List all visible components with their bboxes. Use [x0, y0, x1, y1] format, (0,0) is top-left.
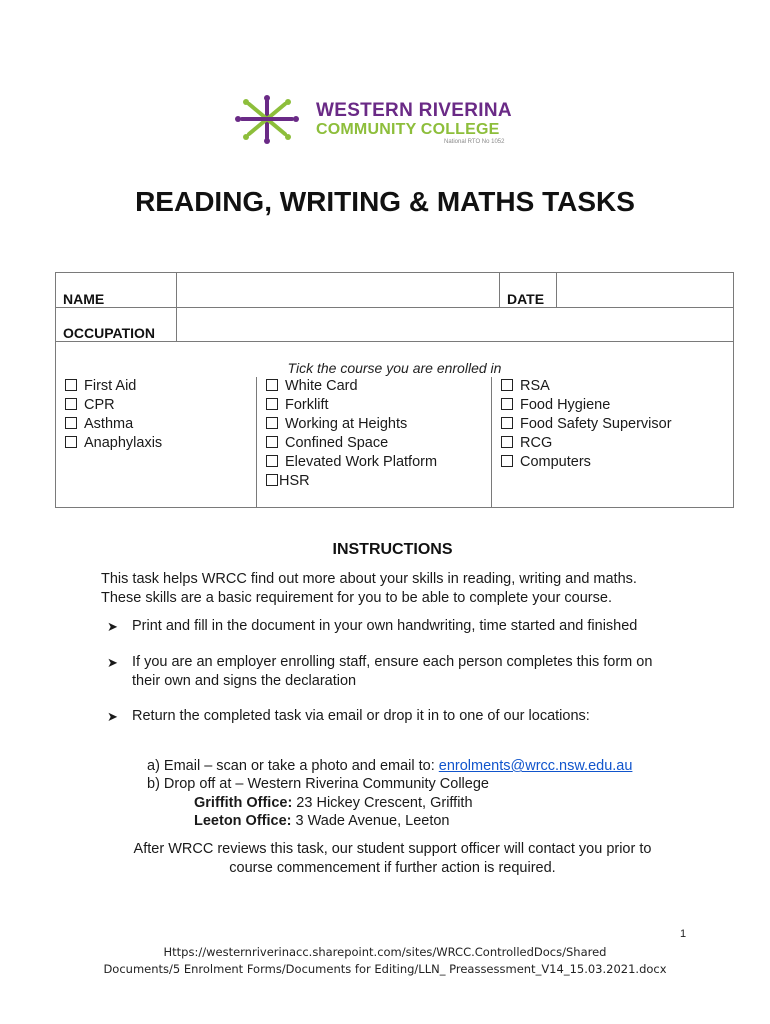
intro-paragraph — [101, 570, 637, 608]
closing-line: course commencement if further action is required. — [229, 860, 556, 876]
column-divider — [556, 273, 557, 307]
college-logo — [208, 88, 550, 150]
page-title: READING, WRITING & MATHS TASKS — [135, 186, 635, 217]
occupation-field[interactable] — [178, 308, 733, 340]
column-divider — [499, 273, 500, 307]
checkbox-icon[interactable] — [266, 474, 278, 486]
enrolment-form-table — [55, 272, 734, 508]
file-path-footer — [0, 944, 770, 978]
column-divider — [256, 377, 257, 508]
people-circle-logo-icon — [226, 94, 308, 144]
arrow-bullet-icon: ➤ — [107, 709, 118, 724]
checkbox-icon[interactable] — [65, 436, 77, 448]
course-option[interactable]: RSA — [501, 377, 672, 396]
course-option[interactable]: Confined Space — [266, 434, 437, 453]
arrow-bullet-icon: ➤ — [107, 655, 118, 670]
course-option[interactable]: CPR — [65, 396, 162, 415]
course-option[interactable]: Computers — [501, 453, 672, 472]
course-option[interactable]: First Aid — [65, 377, 162, 396]
logo-text-line2: COMMUNITY COLLEGE — [316, 121, 500, 138]
checkbox-icon[interactable] — [266, 436, 278, 448]
checkbox-icon[interactable] — [65, 417, 77, 429]
course-column-2 — [266, 377, 437, 491]
date-label: DATE — [507, 291, 545, 307]
column-divider — [176, 273, 177, 341]
course-option[interactable]: Food Safety Supervisor — [501, 415, 672, 434]
checkbox-icon[interactable] — [65, 398, 77, 410]
instructions-heading: INSTRUCTIONS — [332, 541, 453, 558]
footer-line: Documents/5 Enrolment Forms/Documents for Editing/LLN_ Preassessment_V14_15.03.2021.docx — [103, 962, 667, 976]
option-a-email: a) Email – scan or take a photo and email to: enrolments@wrcc.nsw.edu.au — [147, 758, 633, 774]
course-column-3 — [501, 377, 672, 472]
closing-line: After WRCC reviews this task, our student support officer will contact you prior to — [133, 841, 652, 857]
course-option[interactable]: Food Hygiene — [501, 396, 672, 415]
row-divider — [56, 341, 733, 342]
intro-line: These skills are a basic requirement for you to be able to complete your course. — [101, 590, 612, 606]
course-option[interactable]: Forklift — [266, 396, 437, 415]
checkbox-icon[interactable] — [501, 455, 513, 467]
griffith-office: Griffith Office: 23 Hickey Crescent, Griffith — [194, 795, 473, 811]
course-option[interactable]: Anaphylaxis — [65, 434, 162, 453]
column-divider — [491, 377, 492, 508]
instruction-bullet: ➤ Print and fill in the document in your own handwriting, time started and finished — [107, 618, 638, 634]
checkbox-icon[interactable] — [266, 455, 278, 467]
name-field[interactable] — [178, 274, 498, 306]
checkbox-icon[interactable] — [501, 417, 513, 429]
closing-paragraph — [0, 840, 770, 878]
course-option[interactable]: Asthma — [65, 415, 162, 434]
course-column-1 — [65, 377, 162, 453]
checkbox-icon[interactable] — [501, 379, 513, 391]
name-label: NAME — [63, 291, 105, 307]
instruction-bullet: ➤ If you are an employer enrolling staff, ensure each person completes this form on their own and signs the declaration — [107, 654, 653, 689]
date-field[interactable] — [558, 274, 733, 306]
checkbox-icon[interactable] — [266, 398, 278, 410]
course-option[interactable]: Elevated Work Platform — [266, 453, 437, 472]
checkbox-icon[interactable] — [266, 417, 278, 429]
option-b-dropoff: b) Drop off at – Western Riverina Community College — [147, 776, 489, 792]
arrow-bullet-icon: ➤ — [107, 619, 118, 634]
logo-text-line1: WESTERN RIVERINA — [316, 100, 512, 121]
intro-line: This task helps WRCC find out more about your skills in reading, writing and maths. — [101, 571, 637, 587]
checkbox-icon[interactable] — [65, 379, 77, 391]
checkbox-icon[interactable] — [501, 436, 513, 448]
page-number: 1 — [680, 928, 687, 940]
leeton-office: Leeton Office: 3 Wade Avenue, Leeton — [194, 813, 450, 829]
course-option[interactable]: White Card — [266, 377, 437, 396]
instruction-bullet: ➤ Return the completed task via email or drop it in to one of our locations: — [107, 708, 590, 724]
logo-text-line3: National RTO No 1052 — [444, 139, 505, 145]
checkbox-icon[interactable] — [266, 379, 278, 391]
course-option[interactable]: Working at Heights — [266, 415, 437, 434]
course-caption: Tick the course you are enrolled in — [287, 360, 502, 376]
footer-line: Https://westernriverinacc.sharepoint.com/sites/WRCC.ControlledDocs/Shared — [163, 945, 607, 959]
email-link[interactable]: enrolments@wrcc.nsw.edu.au — [438, 758, 633, 774]
course-option[interactable]: HSR — [266, 472, 437, 491]
checkbox-icon[interactable] — [501, 398, 513, 410]
course-option[interactable]: RCG — [501, 434, 672, 453]
occupation-label: OCCUPATION — [63, 325, 156, 341]
